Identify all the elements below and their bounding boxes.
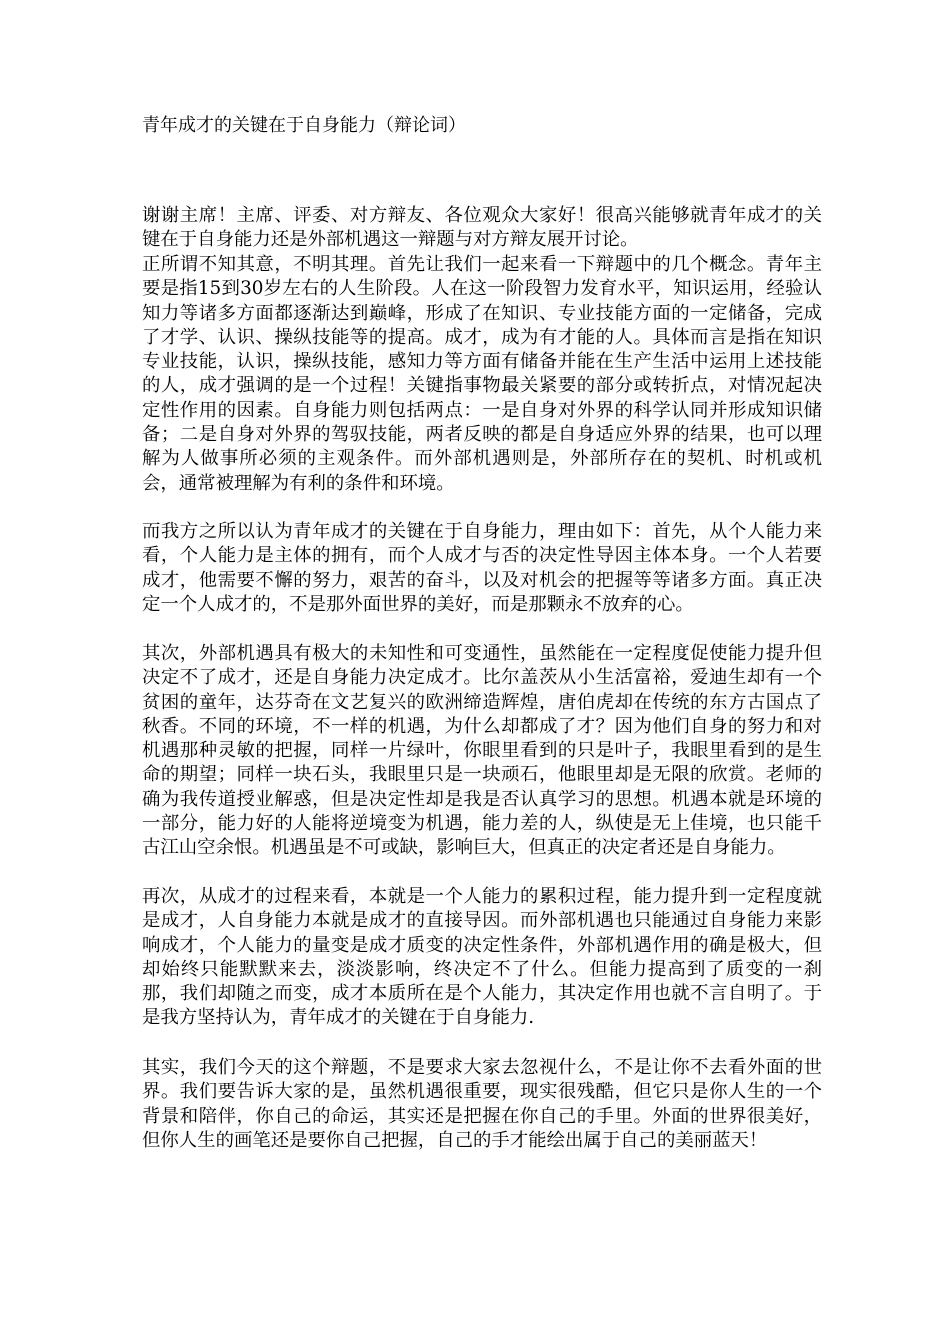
paragraph-second-reason: 其次，外部机遇具有极大的未知性和可变通性，虽然能在一定程度促使能力提升但决定不了成才，还是自身能力决定成才。比尔盖茨从小生活富裕，爱迪生却有一个贫困的童年，达芬奇在文艺复兴的欧洲缔造辉煌，唐伯虎却在传统的东方古国点了秋香。不同的环境，不一样的机遇，为什么却都成了才？因为他们自身的努力和对机遇那种灵敏的把握，同样一片绿叶，你眼里看到的只是叶子，我眼里看到的是生命的期望；同样一块石头，我眼里只是一块顽石，他眼里却是无限的欣赏。老师的确为我传道授业解惑，但是决定性却是我是否认真学习的思想。机遇本就是环境的一部分，能力好的人能将逆境变为机遇，能力差的人，纵使是无上佳境，也只能千古江山空余恨。机遇虽是不可或缺，影响巨大，但真正的决定者还是自身能力。 bbox=[142, 643, 822, 859]
paragraph-third-reason: 再次，从成才的过程来看，本就是一个人能力的累积过程，能力提升到一定程度就是成才，人自身能力本就是成才的直接导因。而外部机遇也只能通过自身能力来影响成才，个人能力的量变是成才质变的决定性条件，外部机遇作用的确是极大，但却始终只能默默来去，淡淡影响，终决定不了什么。但能力提高到了质变的一刹那，我们却随之而变，成才本质所在是个人能力，其决定作用也就不言自明了。于是我方坚持认为，青年成才的关键在于自身能力. bbox=[142, 886, 822, 1029]
paragraph-conclusion: 其实，我们今天的这个辩题，不是要求大家去忽视什么，不是让你不去看外面的世界。我们要告诉大家的是，虽然机遇很重要，现实很残酷，但它只是你人生的一个背景和陪伴，你自己的命运，其实还是把握在你自己的手里。外面的世界很美好，但你人生的画笔还是要你自己把握，自己的手才能绘出属于自己的美丽蓝天！ bbox=[142, 1057, 822, 1151]
paragraph-greeting: 谢谢主席！主席、评委、对方辩友、各位观众大家好！很高兴能够就青年成才的关键在于自身能力还是外部机遇这一辩题与对方辩友展开讨论。 bbox=[142, 205, 822, 251]
document-title: 青年成才的关键在于自身能力（辩论词） bbox=[142, 115, 466, 136]
paragraph-definitions: 正所谓不知其意，不明其理。首先让我们一起来看一下辩题中的几个概念。青年主要是指15到30岁左右的人生阶段。人在这一阶段智力发育水平，知识运用，经验认知力等诸多方面都逐渐达到巅峰，形成了在知识、专业技能方面的一定储备，完成了才学、认识、操纵技能等的提高。成才，成为有才能的人。具体而言是指在知识专业技能，认识，操纵技能，感知力等方面有储备并能在生产生活中运用上述技能的人，成才强调的是一个过程！关键指事物最关紧要的部分或转折点，对情况起决定性作用的因素。自身能力则包括两点：一是自身对外界的科学认同并形成知识储备；二是自身对外界的驾驭技能，两者反映的都是自身适应外界的结果，也可以理解为人做事所必须的主观条件。而外部机遇则是，外部所存在的契机、时机或机会，通常被理解为有利的条件和环境。 bbox=[142, 254, 822, 494]
paragraph-first-reason: 而我方之所以认为青年成才的关键在于自身能力，理由如下：首先，从个人能力来看，个人能力是主体的拥有，而个人成才与否的决定性导因主体本身。一个人若要成才，他需要不懈的努力，艰苦的奋斗，以及对机会的把握等等诸多方面。真正决定一个人成才的，不是那外面世界的美好，而是那颗永不放弃的心。 bbox=[142, 521, 822, 615]
